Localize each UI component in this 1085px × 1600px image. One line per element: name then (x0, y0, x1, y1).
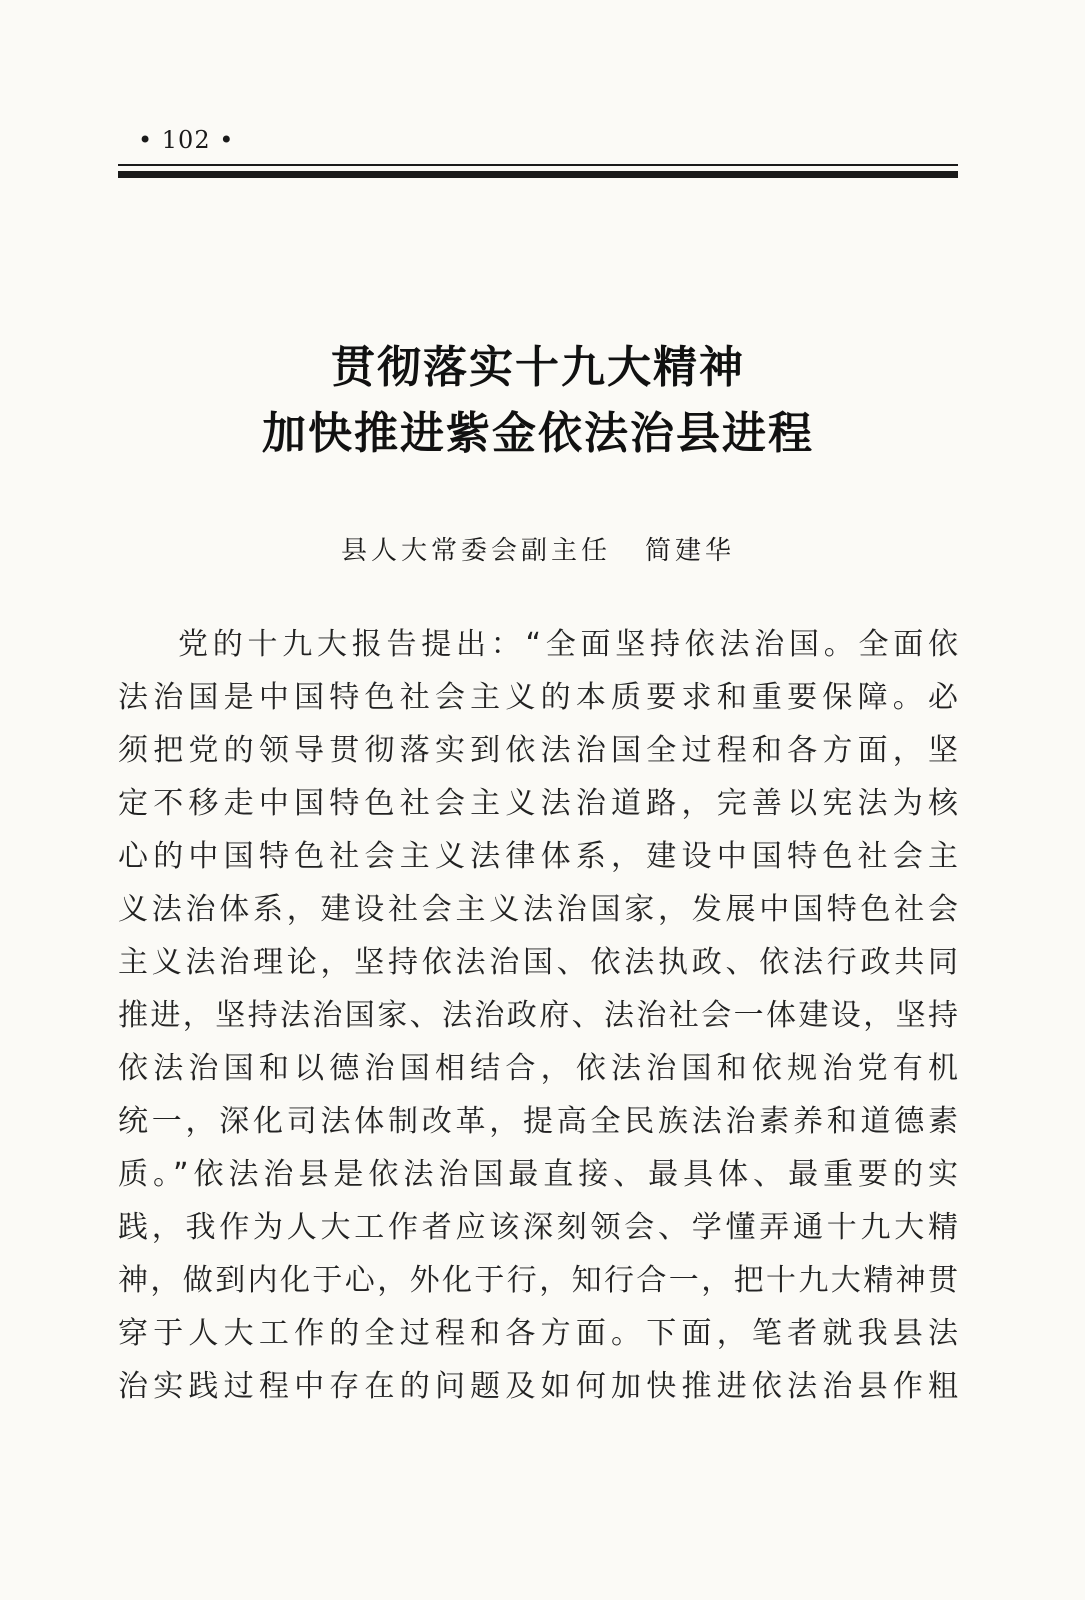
byline (118, 530, 958, 567)
body-line: 义法治体系，建设社会主义法治国家，发展中国特色社会 (118, 892, 958, 927)
body-line: 治实践过程中存在的问题及如何加快推进依法治县作粗 (118, 1369, 958, 1404)
author-role: 县人大常委会副主任 (340, 536, 611, 566)
body-line: 推进，坚持法治国家、法治政府、法治社会一体建设，坚持 (118, 998, 958, 1033)
header-rule-thin (118, 164, 958, 166)
article-title (118, 335, 958, 467)
body-line: 法治国是中国特色社会主义的本质要求和重要保障。必 (118, 680, 958, 715)
title-line-2: 加快推进紫金依法治县进程 (262, 408, 814, 459)
body-line: 主义法治理论，坚持依法治国、依法执政、依法行政共同 (118, 945, 958, 980)
page-number: • 102 • (138, 126, 235, 154)
body-line: 神，做到内化于心，外化于行，知行合一，把十九大精神贯 (118, 1263, 958, 1298)
article-body (118, 618, 958, 1413)
body-line: 心的中国特色社会主义法律体系，建设中国特色社会主 (118, 839, 958, 874)
body-line: 定不移走中国特色社会主义法治道路，完善以宪法为核 (118, 786, 958, 821)
page-header (118, 122, 958, 182)
body-line: 依法治国和以德治国相结合，依法治国和依规治党有机 (118, 1051, 958, 1086)
author-name: 简建华 (645, 536, 736, 566)
body-line: 穿于人大工作的全过程和各方面。下面，笔者就我县法 (118, 1316, 958, 1351)
body-line: 须把党的领导贯彻落实到依法治国全过程和各方面，坚 (118, 733, 958, 768)
body-line: 践，我作为人大工作者应该深刻领会、学懂弄通十九大精 (118, 1210, 958, 1245)
title-line-1: 贯彻落实十九大精神 (331, 342, 745, 393)
body-line: 统一，深化司法体制改革，提高全民族法治素养和道德素 (118, 1104, 958, 1139)
body-line: 党的十九大报告提出：“全面坚持依法治国。全面依 (178, 627, 958, 662)
body-line: 质。”依法治县是依法治国最直接、最具体、最重要的实 (118, 1157, 958, 1192)
header-rule-thick (118, 171, 958, 178)
